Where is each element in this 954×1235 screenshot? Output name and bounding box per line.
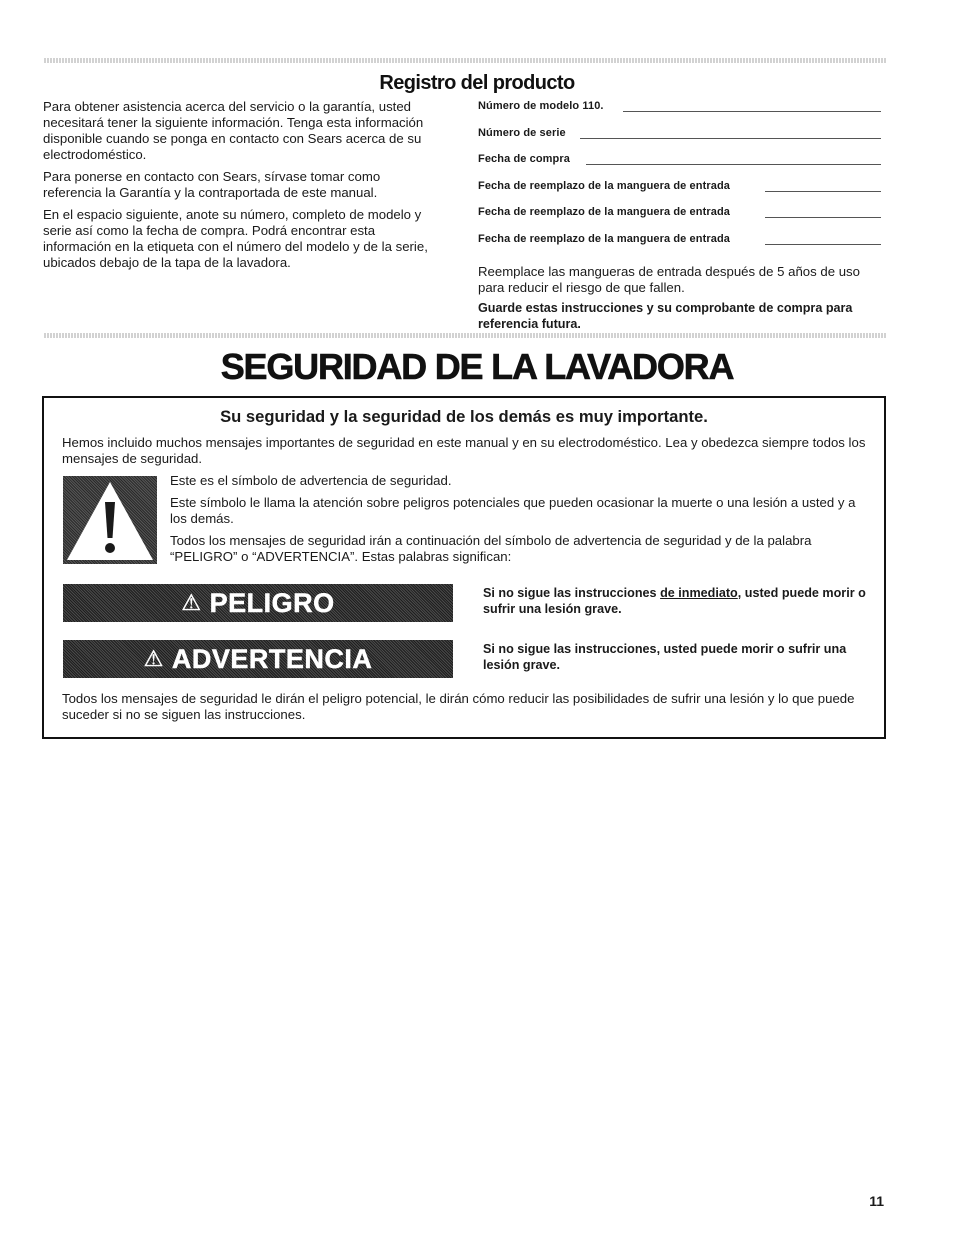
paragraph: Para ponerse en contacto con Sears, sírvase tomar como referencia la Garantía y la contraportada de este manual.	[43, 169, 381, 200]
warning-description: Si no sigue las instrucciones, usted puede morir o sufrir una lesión grave.	[483, 642, 847, 672]
warning-triangle-icon	[63, 476, 157, 564]
field-label: Fecha de compra	[478, 153, 573, 165]
fill-line	[765, 191, 881, 192]
safety-intro: Hemos incluido muchos mensajes importantes de seguridad en este manual y en su electrodoméstico. Lea y obedezca siempre todos los mensajes de seguridad.	[62, 435, 866, 466]
purchase-date-field[interactable]	[478, 152, 888, 179]
registration-instructions	[43, 99, 438, 277]
fill-line	[765, 217, 881, 218]
page-number: 11	[869, 1193, 884, 1209]
top-divider	[44, 58, 886, 63]
safety-box-heading: Su seguridad y la seguridad de los demás es muy importante.	[220, 407, 708, 426]
danger-signal-panel	[63, 584, 453, 622]
paragraph: En el espacio siguiente, anote su número, completo de modelo y serie así como la fecha de compra. Podrá encontrar esta información en la etiqueta con el número del modelo y de la serie, ubicados debajo de la tapa de la lavadora.	[43, 207, 428, 270]
field-label: Número de serie	[478, 127, 569, 139]
serial-number-field[interactable]	[478, 126, 888, 153]
field-label: Número de modelo 110.	[478, 100, 607, 112]
warning-label: ADVERTENCIA	[171, 643, 373, 674]
washer-safety-title: SEGURIDAD DE LA LAVADORA	[220, 346, 734, 387]
safety-alert-symbol	[63, 476, 157, 564]
fill-line	[623, 111, 881, 112]
danger-description: Si no sigue las instrucciones de inmediato, usted puede morir o sufrir una lesión grave.	[483, 586, 866, 616]
fill-line	[586, 164, 881, 165]
paragraph: Este símbolo le llama la atención sobre peligros potenciales que pueden ocasionar la muerte o una lesión a usted y a los demás.	[170, 495, 856, 526]
warning-signal-panel	[63, 640, 453, 678]
danger-label: PELIGRO	[209, 587, 335, 618]
safety-footer: Todos los mensajes de seguridad le dirán el peligro potencial, le dirán cómo reducir las posibilidades de sufrir una lesión y lo que puede suceder si no se siguen las instrucciones.	[62, 691, 855, 722]
registration-form	[478, 99, 888, 332]
field-label: Fecha de reemplazo de la manguera de entrada	[478, 233, 733, 245]
model-number-field[interactable]	[478, 99, 888, 126]
paragraph: Todos los mensajes de seguridad irán a continuación del símbolo de advertencia de seguridad y de la palabra “PELIGRO” o “ADVERTENCIA”. Estas palabras significan:	[170, 533, 812, 564]
field-label: Fecha de reemplazo de la manguera de entrada	[478, 206, 733, 218]
hose-replacement-date-field[interactable]	[478, 232, 888, 259]
fill-line	[580, 138, 881, 139]
safety-box	[42, 396, 886, 739]
paragraph: Para obtener asistencia acerca del servicio o la garantía, usted necesitará tener la siguiente información. Tenga esta información disponible cuando se ponga en contacto con Sears acerca de su electrodoméstico.	[43, 99, 424, 162]
hose-replacement-date-field[interactable]	[478, 179, 888, 206]
hose-replacement-date-field[interactable]	[478, 205, 888, 232]
middle-divider	[44, 333, 886, 338]
warning-triangle-icon: ⚠	[143, 646, 164, 671]
product-registration-title: Registro del producto	[379, 72, 575, 94]
field-label: Fecha de reemplazo de la manguera de entrada	[478, 180, 733, 192]
symbol-explanation	[170, 473, 870, 571]
paragraph: Este es el símbolo de advertencia de seguridad.	[170, 473, 452, 488]
hose-replacement-note: Reemplace las mangueras de entrada después de 5 años de uso para reducir el riesgo de que fallen.	[478, 264, 860, 295]
warning-triangle-icon: ⚠	[181, 590, 202, 615]
fill-line	[765, 244, 881, 245]
keep-instructions-note: Guarde estas instrucciones y su comprobante de compra para referencia futura.	[478, 301, 853, 331]
